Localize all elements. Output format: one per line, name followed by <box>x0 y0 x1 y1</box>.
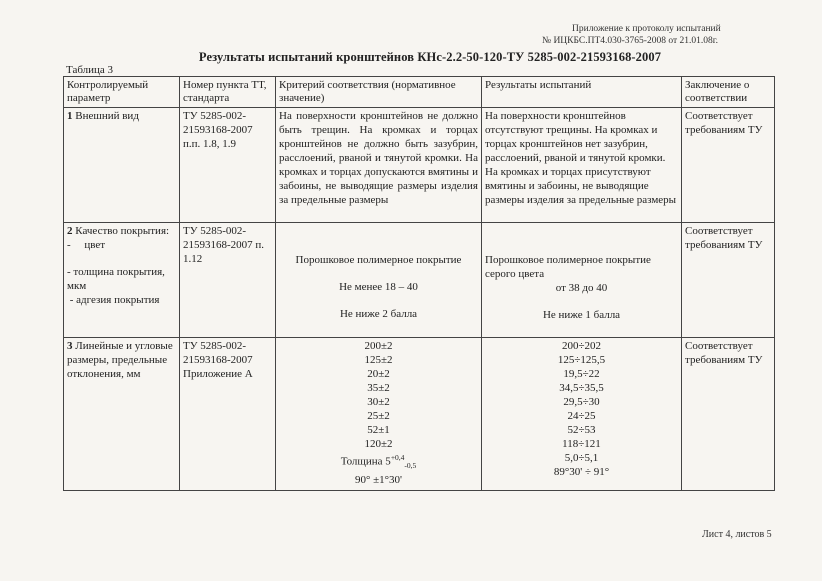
criterion-value: 20±2 <box>367 368 390 380</box>
result-value: 200÷202 <box>561 340 602 352</box>
row2-param-thickness: - толщина покрытия, мкм <box>67 266 165 292</box>
table-row-dimensions <box>64 338 775 491</box>
document-title: Результаты испытаний кронштейнов КНс-2.2-50-120-ТУ 5285-002-21593168-2007 <box>198 50 662 64</box>
table-row-appearance <box>64 108 775 223</box>
row3-criterion-list <box>279 339 478 451</box>
row1-clause: ТУ 5285-002-21593168-2007 п.п. 1.8, 1.9 <box>180 108 276 223</box>
result-value: 89°30' ÷ 91° <box>553 466 610 478</box>
thickness-label: Толщина 5 <box>340 455 391 468</box>
criterion-value: 35±2 <box>367 382 390 394</box>
row2-conclusion: Соответствует требованиям ТУ <box>682 223 775 338</box>
result-value: 52÷53 <box>567 424 596 436</box>
row2-crit-color: Порошковое полимерное покрытие <box>295 254 462 266</box>
row2-crit-adhesion: Не ниже 2 балла <box>339 308 418 320</box>
row1-num: 1 <box>67 110 73 122</box>
angle-criterion: 90° ±1°30' <box>354 473 403 486</box>
criterion-value: 125±2 <box>364 354 393 366</box>
thickness-criterion <box>279 451 478 473</box>
row1-conclusion: Соответствует требованиям ТУ <box>682 108 775 223</box>
row2-param: Качество покрытия: <box>75 225 170 237</box>
result-value: 5,0÷5,1 <box>564 452 599 464</box>
row2-crit-thickness: Не менее 18 – 40 <box>339 281 418 293</box>
table-row-coating <box>64 223 775 338</box>
criterion-value: 120±2 <box>364 438 393 450</box>
results-table <box>63 76 775 491</box>
row2-res-adhesion: Не ниже 1 балла <box>542 309 621 321</box>
page-footer: Лист 4, листов 5 <box>702 529 772 540</box>
row3-num: 3 <box>67 340 73 352</box>
criterion-value: 200±2 <box>364 340 393 352</box>
row1-param-cell <box>64 108 180 223</box>
header-result: Результаты испытаний <box>482 77 682 108</box>
row3-conclusion: Соответствует требованиям ТУ <box>682 338 775 491</box>
result-value: 118÷121 <box>562 438 601 450</box>
row3-clause: ТУ 5285-002-21593168-2007 Приложение А <box>180 338 276 491</box>
table-label: Таблица 3 <box>66 64 114 76</box>
row1-param: Внешний вид <box>75 110 139 122</box>
result-value: 19,5÷22 <box>563 368 600 380</box>
criterion-value: 25±2 <box>367 410 390 422</box>
row3-result-cell <box>482 338 682 491</box>
row3-criterion-cell <box>276 338 482 491</box>
thickness-upper: +0,4 <box>390 453 405 462</box>
row2-criterion-cell <box>276 223 482 338</box>
row2-num: 2 <box>67 225 73 237</box>
row1-result: На поверхности кронштейнов отсутствуют трещины. На кромках и торцах кронштейнов нет зазубрин, расслоений, рваной и тянутой кромки. На кромках и торцах присутствуют вмятины и забоины, не выводящие размеры изделия за предельные размеры <box>482 108 682 223</box>
result-value: 29,5÷30 <box>563 396 600 408</box>
row2-param-adhesion: - адгезия покрытия <box>67 294 160 306</box>
row2-param-cell <box>64 223 180 338</box>
row1-criterion: На поверхности кронштейнов не должно быть трещин. На кромках и торцах кронштейнов не должно быть зазубрин, расслоений, рваной и тянутой кромки. На кромках и торцах допускаются вмятины и забоины, не выводящие размеры изделия за предельные размеры <box>276 108 482 223</box>
result-value: 24÷25 <box>567 410 596 422</box>
row3-param-cell <box>64 338 180 491</box>
result-value: 34,5÷35,5 <box>559 382 604 394</box>
row2-clause: ТУ 5285-002-21593168-2007 п. 1.12 <box>180 223 276 338</box>
header-criterion: Критерий соответствия (нормативное значение) <box>276 77 482 108</box>
row2-res-color: Порошковое полимерное покрытие серого цвета <box>485 254 651 280</box>
result-value: 125÷125,5 <box>557 354 606 366</box>
header-param: Контролируемый параметр <box>64 77 180 108</box>
header-conclusion: Заключение о соответствии <box>682 77 775 108</box>
header-clause: Номер пункта ТТ, стандарта <box>180 77 276 108</box>
thickness-lower: -0,5 <box>404 460 417 470</box>
row2-param-color: - цвет <box>67 239 106 251</box>
criterion-value: 30±2 <box>367 396 390 408</box>
row2-result-cell <box>482 223 682 338</box>
row2-res-thickness: от 38 до 40 <box>555 282 608 294</box>
criterion-value: 52±1 <box>367 424 390 436</box>
header-row <box>64 77 775 108</box>
appendix-note <box>542 23 790 47</box>
row3-param: Линейные и угловые размеры, предельные отклонения, мм <box>67 340 173 380</box>
appendix-line-1: Приложение к протоколу испытаний <box>572 24 721 34</box>
appendix-line-2: № ИЦКБС.ПТ4.030-3765-2008 от 21.01.08г. <box>542 36 718 46</box>
